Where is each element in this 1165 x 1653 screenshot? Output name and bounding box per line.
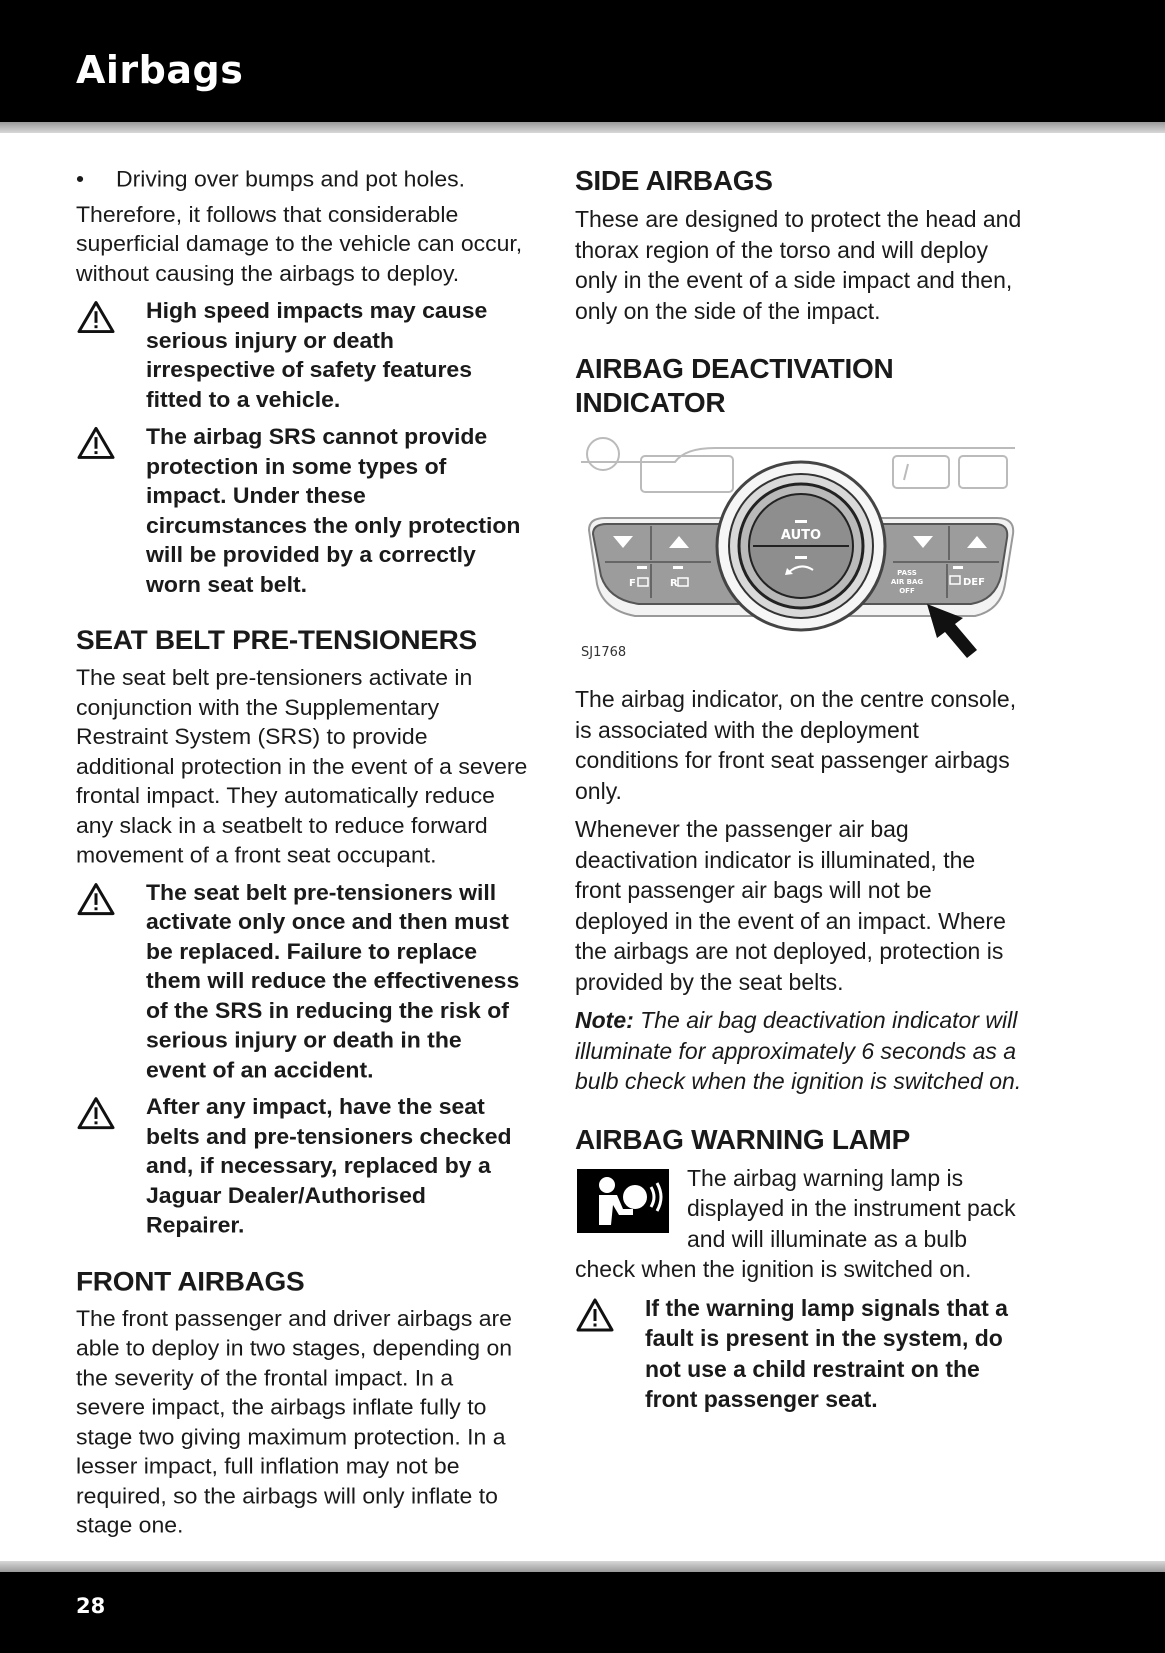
header-divider xyxy=(0,122,1165,133)
warning-triangle-icon xyxy=(76,300,116,335)
climate-control-illustration xyxy=(575,434,1027,666)
right-column xyxy=(575,164,1027,1423)
rear-defrost-label: R xyxy=(670,578,678,589)
def-label: DEF xyxy=(963,577,985,588)
warning-text: High speed impacts may cause serious injury or death irrespective of safety features fitted to a vehicle. xyxy=(146,297,488,412)
warning-lamp-paragraph: The airbag warning lamp is displayed in the instrument pack and will illuminate as a bulb check when the ignition is switched on. xyxy=(575,1164,1016,1282)
page-title: Airbags xyxy=(76,48,244,92)
pass-label: PASS xyxy=(897,569,917,577)
page-footer xyxy=(0,1572,1165,1653)
bullet-text: Driving over bumps and pot holes. xyxy=(116,165,466,192)
warning-text: The seat belt pre-tensioners will activate only once and then must be replaced. Failure to replace them will reduce the effectiveness of the SRS in reducing the risk of serious injury or death in the event of an accident. xyxy=(146,879,520,1082)
footer-divider xyxy=(0,1561,1165,1572)
climate-control-figure xyxy=(575,434,1027,666)
note-text: The air bag deactivation indicator will illuminate for approximately 6 seconds as a bulb check when the ignition is switched on. xyxy=(575,1007,1022,1094)
warning-block xyxy=(76,422,528,599)
bullet-item xyxy=(76,164,528,194)
indicator-paragraph-1: The airbag indicator, on the centre console, is associated with the deployment conditions for front seat passenger airbags only. xyxy=(575,686,1017,804)
warning-block xyxy=(76,296,528,414)
warning-text: If the warning lamp signals that a fault is present in the system, do not use a child restraint on the front passenger seat. xyxy=(645,1294,1008,1412)
figure-id-label: SJ1768 xyxy=(581,645,627,660)
warning-text: After any impact, have the seat belts and pre-tensioners checked and, if necessary, replaced by a Jaguar Dealer/Authorised Repairer. xyxy=(146,1093,512,1238)
warning-lamp-block xyxy=(575,1163,1027,1285)
indicator-paragraph-2: Whenever the passenger air bag deactivation indicator is illuminated, the front passenger air bags will not be deployed in the event of an impact. Where the airbags are not deployed, protection is provided by the seat belts. xyxy=(575,816,1006,995)
bullet-dot-icon: • xyxy=(76,165,85,192)
off-label: OFF xyxy=(899,587,915,595)
front-airbags-paragraph: The front passenger and driver airbags are able to deploy in two stages, depending on the severity of the frontal impact. In a severe impact, the airbags inflate fully to stage two giving maximum protection. In a lesser impact, full inflation may not be required, so the airbags will only inflate to stage one. xyxy=(76,1305,513,1538)
warning-block xyxy=(76,877,528,1084)
note-paragraph xyxy=(575,1005,1027,1097)
warning-block xyxy=(575,1293,1027,1415)
pretensioners-paragraph: The seat belt pre-tensioners activate in conjunction with the Supplementary Restraint System (SRS) to provide additional protection in the event of a severe frontal impact. They automatically reduce any slack in a seatbelt to reduce forward movement of a front seat occupant. xyxy=(76,664,528,868)
warning-triangle-icon xyxy=(575,1297,615,1333)
section-heading-side-airbags: SIDE AIRBAGS xyxy=(575,165,773,196)
warning-block xyxy=(76,1092,528,1240)
note-label: Note: xyxy=(575,1007,634,1033)
section-heading-front-airbags: FRONT AIRBAGS xyxy=(76,1265,305,1296)
intro-paragraph: Therefore, it follows that considerable superficial damage to the vehicle can occur, without causing the airbags to deploy. xyxy=(76,201,523,286)
airbag-warning-lamp-icon xyxy=(577,1169,669,1233)
section-heading-warning-lamp: AIRBAG WARNING LAMP xyxy=(575,1123,910,1155)
page-number: 28 xyxy=(76,1594,106,1618)
auto-label: AUTO xyxy=(780,528,822,543)
section-heading-pretensioners: SEAT BELT PRE-TENSIONERS xyxy=(76,625,477,656)
side-airbags-paragraph: These are designed to protect the head and thorax region of the torso and will deploy only in the event of a side impact and then, only on the side of the impact. xyxy=(575,206,1022,324)
airbag-label: AIR BAG xyxy=(890,578,924,586)
front-defrost-label: F xyxy=(629,578,636,589)
warning-triangle-icon xyxy=(76,881,116,916)
section-heading-deactivation-indicator: AIRBAG DEACTIVATION INDICATOR xyxy=(575,353,894,418)
warning-triangle-icon xyxy=(76,425,116,460)
left-column xyxy=(76,164,528,1548)
warning-text: The airbag SRS cannot provide protection in some types of impact. Under these circumstances the only protection will be provided by a correctly worn seat belt. xyxy=(146,423,521,597)
warning-triangle-icon xyxy=(76,1096,116,1131)
page-header xyxy=(0,0,1165,122)
